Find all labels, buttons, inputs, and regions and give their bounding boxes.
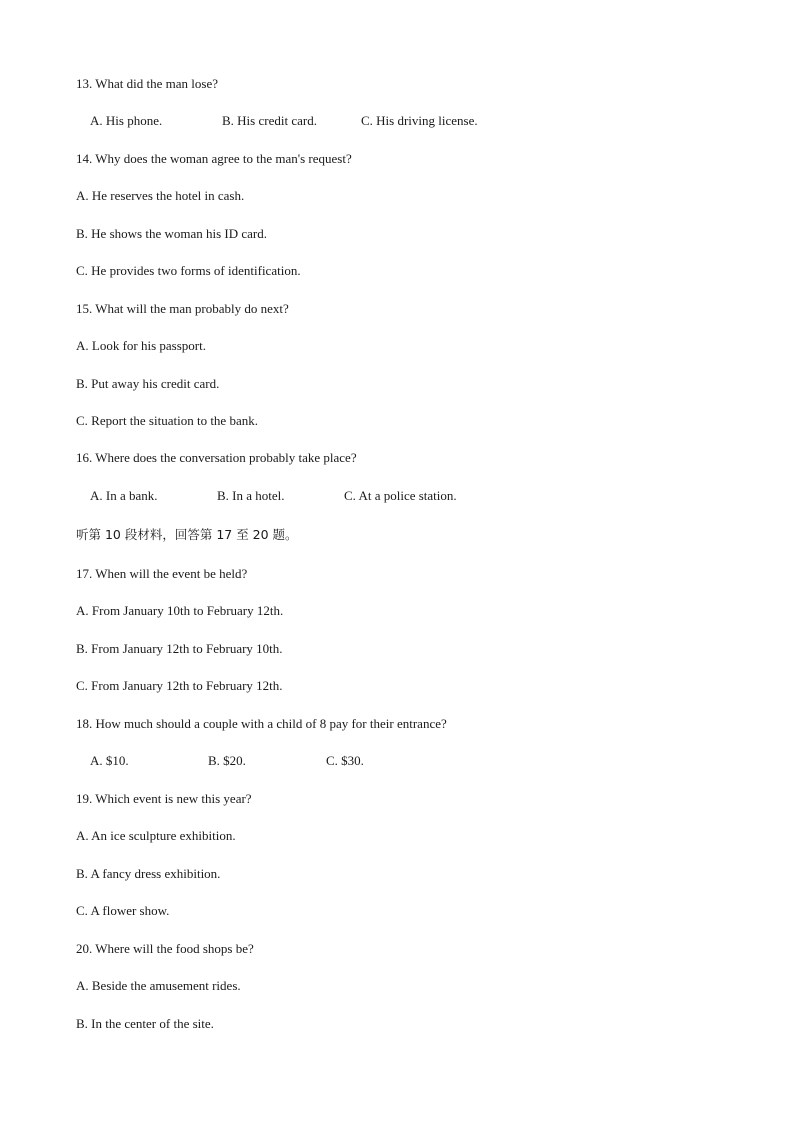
question-20: 20. Where will the food shops be? bbox=[76, 941, 254, 956]
question-13: 13. What did the man lose? bbox=[76, 76, 219, 91]
question-19: 19. Which event is new this year? bbox=[76, 791, 252, 806]
q16-option-a: A. In a bank. bbox=[90, 488, 158, 503]
q18-option-b: B. $20. bbox=[208, 753, 246, 768]
q20-option-a: A. Beside the amusement rides. bbox=[76, 978, 241, 993]
q17-option-b: B. From January 12th to February 10th. bbox=[76, 641, 283, 656]
q20-option-b: B. In the center of the site. bbox=[76, 1016, 214, 1031]
q15-option-c: C. Report the situation to the bank. bbox=[76, 413, 258, 428]
question-18: 18. How much should a couple with a child of 8 pay for their entrance? bbox=[76, 716, 447, 731]
question-15: 15. What will the man probably do next? bbox=[76, 301, 289, 316]
q13-option-c: C. His driving license. bbox=[361, 113, 478, 128]
q15-option-b: B. Put away his credit card. bbox=[76, 376, 220, 391]
q19-option-b: B. A fancy dress exhibition. bbox=[76, 866, 221, 881]
q17-option-a: A. From January 10th to February 12th. bbox=[76, 603, 284, 618]
question-14: 14. Why does the woman agree to the man's request? bbox=[76, 151, 352, 166]
question-16: 16. Where does the conversation probably take place? bbox=[76, 450, 357, 465]
q13-option-a: A. His phone. bbox=[90, 113, 163, 128]
q18-option-a: A. $10. bbox=[90, 753, 129, 768]
q16-option-c: C. At a police station. bbox=[344, 488, 457, 503]
q14-option-a: A. He reserves the hotel in cash. bbox=[76, 188, 245, 203]
q13-option-b: B. His credit card. bbox=[222, 113, 317, 128]
q16-option-b: B. In a hotel. bbox=[217, 488, 285, 503]
q15-option-a: A. Look for his passport. bbox=[76, 338, 206, 353]
q19-option-a: A. An ice sculpture exhibition. bbox=[76, 828, 236, 843]
q18-option-c: C. $30. bbox=[326, 753, 364, 768]
section-instruction: 听第 10 段材料，回答第 17 至 20 题。 bbox=[76, 527, 298, 542]
q17-option-c: C. From January 12th to February 12th. bbox=[76, 678, 283, 693]
q14-option-b: B. He shows the woman his ID card. bbox=[76, 226, 267, 241]
q19-option-c: C. A flower show. bbox=[76, 903, 170, 918]
question-17: 17. When will the event be held? bbox=[76, 566, 248, 581]
q14-option-c: C. He provides two forms of identification. bbox=[76, 263, 301, 278]
